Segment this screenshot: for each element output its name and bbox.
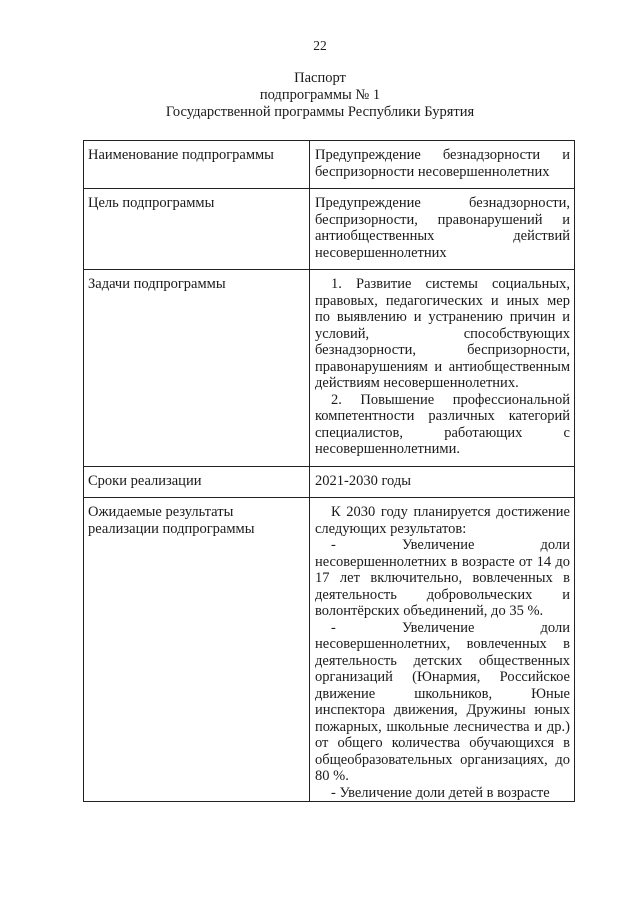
row-value — [310, 466, 575, 498]
row-value — [310, 498, 575, 802]
table-row-results — [84, 498, 575, 802]
heading-program: Государственной программы Республики Бурятия — [165, 104, 475, 120]
period-text: 2021-2030 годы — [315, 472, 411, 489]
row-label: Цель подпрограммы — [84, 189, 310, 270]
result-item: - Увеличение доли несовершеннолетних в возрасте от 14 до 17 лет включительно, вовлеченных в деятельность добровольческих и волонтёрских объединений, до 35 %. — [315, 537, 570, 619]
row-label: Наименование подпрограммы — [84, 141, 310, 189]
goal-text: Предупреждение безнадзорности, беспризорности, правонарушений и антиобщественных действий несовершеннолетних — [315, 195, 570, 261]
heading-subtitle: подпрограммы № 1 — [259, 87, 381, 103]
row-label: Ожидаемые результаты реализации подпрограммы — [84, 498, 310, 802]
row-value — [310, 141, 575, 189]
heading-title: Паспорт — [294, 70, 346, 86]
task-item: 1. Развитие системы социальных, правовых, педагогических и иных мер по выявлению и устранению причин и условий, способствующих безнадзорности, беспризорности, правонарушениям и антиобщественным действиям несовершеннолетних. — [315, 276, 570, 391]
result-item: - Увеличение доли несовершеннолетних, вовлеченных в деятельность детских общественных организаций (Юнармия, Российское движение школьников, Юные инспектора движения, Дружины юных пожарных, школьные лесничества и др.) от общего количества обучающихся в общеобразовательных организациях, до 80 %. — [315, 619, 570, 784]
result-item: - Увеличение доли детей в возрасте — [331, 784, 550, 801]
row-label: Задачи подпрограммы — [84, 270, 310, 467]
table-row-period — [84, 466, 575, 498]
row-value — [310, 189, 575, 270]
document-heading — [0, 70, 640, 121]
table-row-tasks — [84, 270, 575, 467]
table-row-goal — [84, 189, 575, 270]
table-row-name — [84, 141, 575, 189]
passport-table — [83, 140, 575, 802]
row-value — [310, 270, 575, 467]
row-label: Сроки реализации — [84, 466, 310, 498]
subprogram-name-text: Предупреждение безнадзорности и беспризорности несовершеннолетних — [315, 147, 570, 180]
page-number: 22 — [313, 38, 327, 53]
results-intro: К 2030 году планируется достижение следующих результатов: — [315, 504, 570, 537]
task-item: 2. Повышение профессиональной компетентности различных категорий специалистов, работающих с несовершеннолетними. — [315, 391, 570, 457]
